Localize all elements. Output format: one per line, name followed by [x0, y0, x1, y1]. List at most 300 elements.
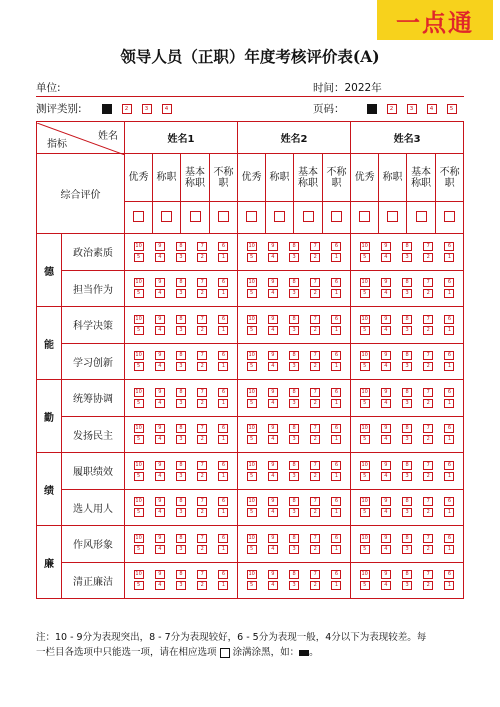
score-box[interactable]: 7 — [423, 315, 433, 324]
score-box[interactable]: 2 — [310, 435, 320, 444]
score-box[interactable]: 9 — [381, 242, 391, 251]
score-box[interactable]: 6 — [218, 424, 228, 433]
overall-checkbox[interactable] — [359, 211, 370, 222]
score-box[interactable]: 3 — [176, 472, 186, 481]
score-box[interactable]: 10 — [135, 461, 142, 468]
score-box[interactable]: 8 — [289, 570, 299, 579]
score-box[interactable]: 1 — [444, 581, 454, 590]
score-box[interactable]: 3 — [176, 362, 186, 371]
score-box[interactable]: 2 — [423, 289, 433, 298]
score-box[interactable]: 7 — [423, 461, 433, 470]
score-box[interactable]: 3 — [289, 399, 299, 408]
score-box[interactable]: 3 — [176, 508, 186, 517]
score-box[interactable]: 5 — [134, 435, 144, 444]
score-box[interactable]: 4 — [155, 253, 165, 262]
score-box[interactable]: 2 — [197, 508, 207, 517]
score-box[interactable]: 5 — [360, 289, 370, 298]
score-box[interactable]: 8 — [289, 278, 299, 287]
score-box[interactable]: 2 — [423, 399, 433, 408]
score-box[interactable]: 9 — [268, 388, 278, 397]
score-box[interactable]: 9 — [155, 351, 165, 360]
score-box[interactable]: 7 — [310, 534, 320, 543]
score-box[interactable]: 2 — [423, 545, 433, 554]
score-box[interactable]: 6 — [444, 570, 454, 579]
score-box[interactable]: 9 — [155, 424, 165, 433]
score-box[interactable]: 5 — [134, 472, 144, 481]
score-box[interactable]: 4 — [268, 472, 278, 481]
score-box[interactable]: 3 — [289, 289, 299, 298]
overall-checkbox[interactable] — [190, 211, 201, 222]
score-box[interactable]: 6 — [218, 388, 228, 397]
score-box[interactable]: 8 — [289, 315, 299, 324]
score-box[interactable]: 9 — [268, 534, 278, 543]
score-box[interactable]: 10 — [135, 571, 142, 578]
overall-checkbox[interactable] — [246, 211, 257, 222]
score-box[interactable]: 10 — [361, 534, 368, 541]
score-box[interactable]: 8 — [289, 534, 299, 543]
score-box[interactable]: 6 — [218, 278, 228, 287]
score-box[interactable]: 1 — [218, 472, 228, 481]
score-box[interactable]: 4 — [268, 508, 278, 517]
score-box[interactable]: 10 — [135, 425, 142, 432]
score-box[interactable]: 2 — [310, 399, 320, 408]
score-box[interactable]: 4 — [381, 545, 391, 554]
score-box[interactable]: 8 — [289, 388, 299, 397]
overall-checkbox[interactable] — [303, 211, 314, 222]
score-box[interactable]: 7 — [197, 315, 207, 324]
score-box[interactable]: 4 — [268, 399, 278, 408]
score-box[interactable]: 7 — [310, 242, 320, 251]
score-box[interactable]: 9 — [381, 497, 391, 506]
score-box[interactable]: 4 — [155, 326, 165, 335]
score-box[interactable]: 3 — [176, 326, 186, 335]
score-box[interactable]: 9 — [155, 461, 165, 470]
score-box[interactable]: 2 — [197, 472, 207, 481]
score-box[interactable]: 1 — [218, 362, 228, 371]
score-box[interactable]: 7 — [197, 497, 207, 506]
score-box[interactable]: 6 — [331, 497, 341, 506]
score-box[interactable]: 4 — [155, 289, 165, 298]
score-box[interactable]: 7 — [197, 534, 207, 543]
score-box[interactable]: 9 — [155, 315, 165, 324]
score-box[interactable]: 7 — [423, 351, 433, 360]
score-box[interactable]: 1 — [218, 581, 228, 590]
score-box[interactable]: 8 — [402, 534, 412, 543]
score-box[interactable]: 9 — [268, 315, 278, 324]
score-box[interactable]: 7 — [310, 570, 320, 579]
score-box[interactable]: 3 — [402, 399, 412, 408]
score-box[interactable]: 8 — [176, 534, 186, 543]
score-box[interactable]: 6 — [218, 534, 228, 543]
score-box[interactable]: 9 — [268, 278, 278, 287]
score-box[interactable]: 10 — [361, 498, 368, 505]
score-box[interactable]: 1 — [444, 289, 454, 298]
score-box[interactable]: 2 — [423, 508, 433, 517]
score-box[interactable]: 5 — [360, 326, 370, 335]
score-box[interactable]: 4 — [155, 435, 165, 444]
score-box[interactable]: 10 — [361, 461, 368, 468]
score-box[interactable]: 4 — [381, 581, 391, 590]
score-box[interactable]: 8 — [402, 497, 412, 506]
overall-checkbox[interactable] — [387, 211, 398, 222]
score-box[interactable]: 6 — [218, 570, 228, 579]
score-box[interactable]: 5 — [360, 545, 370, 554]
score-box[interactable]: 6 — [331, 388, 341, 397]
score-box[interactable]: 5 — [360, 435, 370, 444]
score-box[interactable]: 3 — [289, 581, 299, 590]
score-box[interactable]: 2 — [423, 362, 433, 371]
score-box[interactable]: 7 — [197, 242, 207, 251]
score-box[interactable]: 9 — [268, 461, 278, 470]
score-box[interactable]: 3 — [289, 435, 299, 444]
score-box[interactable]: 4 — [381, 289, 391, 298]
score-box[interactable]: 10 — [361, 315, 368, 322]
score-box[interactable]: 6 — [218, 497, 228, 506]
score-box[interactable]: 10 — [248, 352, 255, 359]
score-box[interactable]: 10 — [361, 242, 368, 249]
score-box[interactable]: 3 — [402, 289, 412, 298]
score-box[interactable]: 3 — [402, 253, 412, 262]
score-box[interactable]: 1 — [444, 399, 454, 408]
score-box[interactable]: 6 — [331, 242, 341, 251]
score-box[interactable]: 7 — [423, 388, 433, 397]
score-box[interactable]: 1 — [444, 545, 454, 554]
score-box[interactable]: 8 — [402, 242, 412, 251]
score-box[interactable]: 8 — [402, 570, 412, 579]
score-box[interactable]: 5 — [360, 362, 370, 371]
score-box[interactable]: 5 — [247, 435, 257, 444]
score-box[interactable]: 3 — [402, 581, 412, 590]
score-box[interactable]: 8 — [402, 315, 412, 324]
score-box[interactable]: 5 — [247, 362, 257, 371]
score-box[interactable]: 2 — [310, 581, 320, 590]
score-box[interactable]: 1 — [331, 326, 341, 335]
score-box[interactable]: 5 — [247, 326, 257, 335]
score-box[interactable]: 4 — [268, 581, 278, 590]
score-box[interactable]: 3 — [176, 545, 186, 554]
score-box[interactable]: 6 — [444, 534, 454, 543]
score-box[interactable]: 4 — [268, 253, 278, 262]
score-box[interactable]: 2 — [197, 362, 207, 371]
score-box[interactable]: 1 — [331, 399, 341, 408]
score-box[interactable]: 1 — [218, 326, 228, 335]
score-box[interactable]: 2 — [423, 435, 433, 444]
score-box[interactable]: 2 — [423, 472, 433, 481]
score-box[interactable]: 10 — [248, 388, 255, 395]
score-box[interactable]: 5 — [360, 399, 370, 408]
score-box[interactable]: 9 — [268, 424, 278, 433]
score-box[interactable]: 8 — [176, 351, 186, 360]
score-box[interactable]: 5 — [247, 545, 257, 554]
score-box[interactable]: 5 — [134, 362, 144, 371]
score-box[interactable]: 2 — [423, 253, 433, 262]
score-box[interactable]: 3 — [289, 472, 299, 481]
score-box[interactable]: 2 — [197, 253, 207, 262]
score-box[interactable]: 9 — [381, 351, 391, 360]
score-box[interactable]: 3 — [402, 326, 412, 335]
score-box[interactable]: 6 — [444, 351, 454, 360]
score-box[interactable]: 9 — [268, 242, 278, 251]
score-box[interactable]: 4 — [381, 399, 391, 408]
score-box[interactable]: 3 — [289, 326, 299, 335]
score-box[interactable]: 5 — [247, 289, 257, 298]
score-box[interactable]: 4 — [381, 435, 391, 444]
score-box[interactable]: 7 — [197, 461, 207, 470]
score-box[interactable]: 3 — [402, 545, 412, 554]
score-box[interactable]: 2 — [310, 362, 320, 371]
score-box[interactable]: 5 — [247, 508, 257, 517]
score-box[interactable]: 7 — [197, 278, 207, 287]
score-box[interactable]: 1 — [218, 508, 228, 517]
score-box[interactable]: 6 — [331, 534, 341, 543]
score-box[interactable]: 2 — [310, 508, 320, 517]
score-box[interactable]: 9 — [155, 570, 165, 579]
score-box[interactable]: 6 — [444, 388, 454, 397]
score-box[interactable]: 6 — [218, 242, 228, 251]
score-box[interactable]: 1 — [218, 399, 228, 408]
score-box[interactable]: 2 — [423, 581, 433, 590]
score-box[interactable]: 4 — [155, 581, 165, 590]
score-box[interactable]: 5 — [134, 326, 144, 335]
score-box[interactable]: 7 — [310, 497, 320, 506]
score-box[interactable]: 10 — [135, 315, 142, 322]
score-box[interactable]: 6 — [331, 278, 341, 287]
score-box[interactable]: 3 — [402, 472, 412, 481]
score-box[interactable]: 5 — [134, 581, 144, 590]
score-box[interactable]: 7 — [423, 242, 433, 251]
page-option[interactable]: 4 — [427, 104, 437, 114]
score-box[interactable]: 10 — [135, 242, 142, 249]
score-box[interactable]: 10 — [248, 461, 255, 468]
score-box[interactable]: 6 — [444, 424, 454, 433]
score-box[interactable]: 1 — [444, 508, 454, 517]
score-box[interactable]: 1 — [331, 435, 341, 444]
score-box[interactable]: 7 — [197, 570, 207, 579]
score-box[interactable]: 3 — [402, 362, 412, 371]
score-box[interactable]: 8 — [402, 388, 412, 397]
score-box[interactable]: 1 — [331, 508, 341, 517]
score-box[interactable]: 2 — [310, 326, 320, 335]
score-box[interactable]: 10 — [135, 388, 142, 395]
score-box[interactable]: 8 — [289, 242, 299, 251]
eval-type-option[interactable]: 2 — [122, 104, 132, 114]
score-box[interactable]: 5 — [247, 472, 257, 481]
score-box[interactable]: 2 — [310, 472, 320, 481]
score-box[interactable]: 4 — [381, 508, 391, 517]
score-box[interactable]: 3 — [176, 253, 186, 262]
page-option[interactable]: 1 — [367, 104, 377, 114]
score-box[interactable]: 5 — [247, 581, 257, 590]
score-box[interactable]: 7 — [310, 278, 320, 287]
score-box[interactable]: 7 — [310, 461, 320, 470]
score-box[interactable]: 1 — [444, 326, 454, 335]
score-box[interactable]: 2 — [197, 399, 207, 408]
score-box[interactable]: 9 — [268, 351, 278, 360]
score-box[interactable]: 10 — [248, 498, 255, 505]
score-box[interactable]: 2 — [310, 545, 320, 554]
score-box[interactable]: 9 — [155, 242, 165, 251]
score-box[interactable]: 9 — [155, 497, 165, 506]
score-box[interactable]: 10 — [248, 534, 255, 541]
score-box[interactable]: 9 — [381, 424, 391, 433]
score-box[interactable]: 4 — [155, 472, 165, 481]
score-box[interactable]: 2 — [310, 289, 320, 298]
score-box[interactable]: 9 — [155, 388, 165, 397]
score-box[interactable]: 8 — [402, 424, 412, 433]
score-box[interactable]: 8 — [402, 351, 412, 360]
score-box[interactable]: 6 — [331, 351, 341, 360]
score-box[interactable]: 7 — [310, 315, 320, 324]
score-box[interactable]: 8 — [402, 278, 412, 287]
score-box[interactable]: 4 — [381, 472, 391, 481]
score-box[interactable]: 9 — [381, 388, 391, 397]
score-box[interactable]: 10 — [361, 279, 368, 286]
score-box[interactable]: 5 — [134, 508, 144, 517]
score-box[interactable]: 8 — [289, 461, 299, 470]
score-box[interactable]: 8 — [402, 461, 412, 470]
score-box[interactable]: 8 — [176, 242, 186, 251]
score-box[interactable]: 10 — [248, 425, 255, 432]
score-box[interactable]: 8 — [289, 497, 299, 506]
score-box[interactable]: 10 — [248, 242, 255, 249]
score-box[interactable]: 8 — [176, 497, 186, 506]
score-box[interactable]: 2 — [197, 326, 207, 335]
score-box[interactable]: 6 — [331, 570, 341, 579]
score-box[interactable]: 3 — [402, 435, 412, 444]
score-box[interactable]: 5 — [134, 399, 144, 408]
score-box[interactable]: 5 — [360, 508, 370, 517]
score-box[interactable]: 10 — [361, 352, 368, 359]
score-box[interactable]: 8 — [289, 424, 299, 433]
score-box[interactable]: 1 — [331, 581, 341, 590]
score-box[interactable]: 6 — [444, 242, 454, 251]
score-box[interactable]: 7 — [197, 388, 207, 397]
score-box[interactable]: 9 — [155, 534, 165, 543]
score-box[interactable]: 9 — [268, 497, 278, 506]
score-box[interactable]: 6 — [218, 461, 228, 470]
score-box[interactable]: 6 — [444, 315, 454, 324]
score-box[interactable]: 3 — [176, 399, 186, 408]
score-box[interactable]: 5 — [360, 472, 370, 481]
score-box[interactable]: 1 — [444, 253, 454, 262]
score-box[interactable]: 1 — [331, 253, 341, 262]
score-box[interactable]: 5 — [134, 289, 144, 298]
overall-checkbox[interactable] — [416, 211, 427, 222]
score-box[interactable]: 6 — [331, 461, 341, 470]
page-option[interactable]: 3 — [407, 104, 417, 114]
score-box[interactable]: 3 — [176, 435, 186, 444]
score-box[interactable]: 8 — [176, 424, 186, 433]
score-box[interactable]: 2 — [197, 435, 207, 444]
score-box[interactable]: 7 — [197, 424, 207, 433]
score-box[interactable]: 2 — [197, 545, 207, 554]
score-box[interactable]: 7 — [423, 278, 433, 287]
score-box[interactable]: 4 — [268, 289, 278, 298]
score-box[interactable]: 4 — [155, 508, 165, 517]
score-box[interactable]: 7 — [423, 534, 433, 543]
score-box[interactable]: 10 — [361, 571, 368, 578]
score-box[interactable]: 6 — [331, 424, 341, 433]
eval-type-option[interactable]: 3 — [142, 104, 152, 114]
page-option[interactable]: 5 — [447, 104, 457, 114]
score-box[interactable]: 7 — [423, 424, 433, 433]
score-box[interactable]: 5 — [134, 545, 144, 554]
score-box[interactable]: 2 — [197, 581, 207, 590]
score-box[interactable]: 10 — [135, 498, 142, 505]
score-box[interactable]: 3 — [402, 508, 412, 517]
eval-type-option[interactable]: 4 — [162, 104, 172, 114]
score-box[interactable]: 7 — [197, 351, 207, 360]
overall-checkbox[interactable] — [218, 211, 229, 222]
score-box[interactable]: 7 — [423, 497, 433, 506]
score-box[interactable]: 1 — [218, 435, 228, 444]
score-box[interactable]: 2 — [423, 326, 433, 335]
overall-checkbox[interactable] — [444, 211, 455, 222]
score-box[interactable]: 5 — [247, 399, 257, 408]
score-box[interactable]: 6 — [444, 497, 454, 506]
score-box[interactable]: 5 — [360, 581, 370, 590]
score-box[interactable]: 4 — [268, 545, 278, 554]
score-box[interactable]: 1 — [218, 545, 228, 554]
score-box[interactable]: 8 — [176, 570, 186, 579]
score-box[interactable]: 10 — [135, 352, 142, 359]
score-box[interactable]: 8 — [289, 351, 299, 360]
score-box[interactable]: 4 — [155, 362, 165, 371]
score-box[interactable]: 3 — [176, 289, 186, 298]
score-box[interactable]: 8 — [176, 315, 186, 324]
eval-type-option[interactable]: 1 — [102, 104, 112, 114]
overall-checkbox[interactable] — [274, 211, 285, 222]
score-box[interactable]: 10 — [248, 279, 255, 286]
score-box[interactable]: 2 — [197, 289, 207, 298]
score-box[interactable]: 6 — [331, 315, 341, 324]
score-box[interactable]: 10 — [248, 571, 255, 578]
score-box[interactable]: 5 — [247, 253, 257, 262]
score-box[interactable]: 8 — [176, 388, 186, 397]
score-box[interactable]: 9 — [381, 278, 391, 287]
score-box[interactable]: 6 — [444, 278, 454, 287]
score-box[interactable]: 9 — [381, 315, 391, 324]
overall-checkbox[interactable] — [161, 211, 172, 222]
score-box[interactable]: 1 — [218, 289, 228, 298]
score-box[interactable]: 4 — [155, 399, 165, 408]
score-box[interactable]: 10 — [135, 534, 142, 541]
score-box[interactable]: 7 — [310, 388, 320, 397]
score-box[interactable]: 3 — [289, 545, 299, 554]
score-box[interactable]: 10 — [361, 425, 368, 432]
score-box[interactable]: 5 — [134, 253, 144, 262]
score-box[interactable]: 3 — [176, 581, 186, 590]
score-box[interactable]: 3 — [289, 253, 299, 262]
score-box[interactable]: 2 — [310, 253, 320, 262]
score-box[interactable]: 6 — [218, 351, 228, 360]
score-box[interactable]: 9 — [381, 570, 391, 579]
page-option[interactable]: 2 — [387, 104, 397, 114]
score-box[interactable]: 10 — [248, 315, 255, 322]
score-box[interactable]: 4 — [381, 362, 391, 371]
score-box[interactable]: 4 — [268, 362, 278, 371]
score-box[interactable]: 10 — [135, 279, 142, 286]
score-box[interactable]: 3 — [289, 362, 299, 371]
score-box[interactable]: 1 — [444, 435, 454, 444]
score-box[interactable]: 1 — [218, 253, 228, 262]
score-box[interactable]: 8 — [176, 461, 186, 470]
score-box[interactable]: 1 — [331, 289, 341, 298]
score-box[interactable]: 3 — [289, 508, 299, 517]
score-box[interactable]: 9 — [381, 534, 391, 543]
score-box[interactable]: 4 — [268, 435, 278, 444]
score-box[interactable]: 1 — [444, 472, 454, 481]
